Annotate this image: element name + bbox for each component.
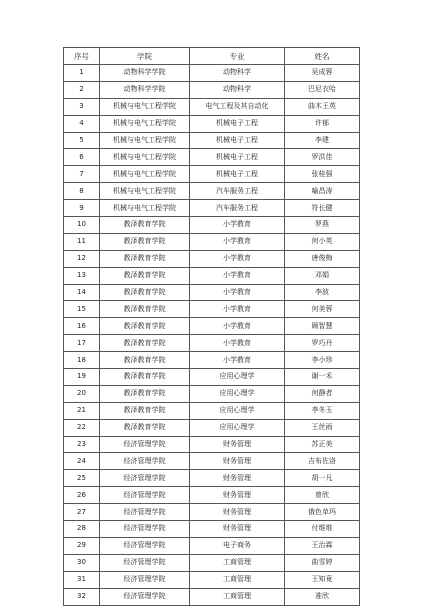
cell-major: 工商管理 bbox=[190, 571, 285, 588]
cell-college: 经济管理学院 bbox=[100, 436, 190, 453]
cell-major: 小学教育 bbox=[190, 250, 285, 267]
cell-index: 3 bbox=[64, 98, 100, 115]
table-row bbox=[64, 521, 360, 538]
cell-name: 俄色单玛 bbox=[285, 504, 360, 521]
cell-index: 17 bbox=[64, 335, 100, 352]
table-row bbox=[64, 166, 360, 183]
cell-college: 经济管理学院 bbox=[100, 571, 190, 588]
table-header-row bbox=[64, 48, 360, 65]
cell-name: 罗洪佳 bbox=[285, 149, 360, 166]
cell-major: 财务管理 bbox=[190, 436, 285, 453]
cell-name: 王知竟 bbox=[285, 571, 360, 588]
cell-college: 教泽教育学院 bbox=[100, 250, 190, 267]
cell-college: 教泽教育学院 bbox=[100, 301, 190, 318]
cell-major: 小学教育 bbox=[190, 318, 285, 335]
cell-index: 11 bbox=[64, 233, 100, 250]
cell-name: 谢一禾 bbox=[285, 369, 360, 386]
table-row bbox=[64, 335, 360, 352]
cell-major: 电气工程及其自动化 bbox=[190, 98, 285, 115]
cell-college: 教泽教育学院 bbox=[100, 233, 190, 250]
cell-college: 教泽教育学院 bbox=[100, 419, 190, 436]
cell-name: 准欣 bbox=[285, 588, 360, 605]
cell-major: 财务管理 bbox=[190, 453, 285, 470]
cell-name: 何静者 bbox=[285, 385, 360, 402]
cell-name: 吴成蓉 bbox=[285, 65, 360, 82]
cell-major: 小学教育 bbox=[190, 217, 285, 234]
table-row bbox=[64, 267, 360, 284]
cell-index: 19 bbox=[64, 369, 100, 386]
table-row bbox=[64, 98, 360, 115]
cell-index: 6 bbox=[64, 149, 100, 166]
cell-major: 小学教育 bbox=[190, 301, 285, 318]
cell-name: 付维维 bbox=[285, 521, 360, 538]
cell-major: 汽车服务工程 bbox=[190, 183, 285, 200]
cell-college: 教泽教育学院 bbox=[100, 284, 190, 301]
table-row bbox=[64, 436, 360, 453]
cell-index: 16 bbox=[64, 318, 100, 335]
table-row bbox=[64, 402, 360, 419]
table-row bbox=[64, 284, 360, 301]
cell-college: 经济管理学院 bbox=[100, 487, 190, 504]
cell-name: 王治霖 bbox=[285, 537, 360, 554]
cell-major: 应用心理学 bbox=[190, 402, 285, 419]
cell-college: 教泽教育学院 bbox=[100, 402, 190, 419]
cell-major: 机械电子工程 bbox=[190, 132, 285, 149]
cell-name: 李建 bbox=[285, 132, 360, 149]
cell-index: 18 bbox=[64, 352, 100, 369]
cell-index: 14 bbox=[64, 284, 100, 301]
table-row bbox=[64, 217, 360, 234]
header-index: 序号 bbox=[64, 48, 100, 65]
cell-major: 电子商务 bbox=[190, 537, 285, 554]
cell-name: 符长健 bbox=[285, 200, 360, 217]
table-row bbox=[64, 554, 360, 571]
cell-index: 24 bbox=[64, 453, 100, 470]
cell-college: 动物科学学院 bbox=[100, 65, 190, 82]
cell-major: 小学教育 bbox=[190, 335, 285, 352]
table-row bbox=[64, 419, 360, 436]
cell-major: 动物科学 bbox=[190, 81, 285, 98]
cell-college: 动物科学学院 bbox=[100, 81, 190, 98]
cell-college: 机械与电气工程学院 bbox=[100, 183, 190, 200]
cell-major: 财务管理 bbox=[190, 470, 285, 487]
cell-name: 喻昌涛 bbox=[285, 183, 360, 200]
cell-name: 何小英 bbox=[285, 233, 360, 250]
cell-college: 教泽教育学院 bbox=[100, 385, 190, 402]
cell-college: 经济管理学院 bbox=[100, 554, 190, 571]
cell-index: 8 bbox=[64, 183, 100, 200]
cell-major: 财务管理 bbox=[190, 487, 285, 504]
cell-index: 5 bbox=[64, 132, 100, 149]
table-row bbox=[64, 301, 360, 318]
cell-index: 4 bbox=[64, 115, 100, 132]
cell-name: 何美蓉 bbox=[285, 301, 360, 318]
cell-college: 经济管理学院 bbox=[100, 504, 190, 521]
cell-name: 曲木王英 bbox=[285, 98, 360, 115]
cell-index: 9 bbox=[64, 200, 100, 217]
cell-name: 邓娟 bbox=[285, 267, 360, 284]
cell-college: 经济管理学院 bbox=[100, 470, 190, 487]
cell-name: 李冬玉 bbox=[285, 402, 360, 419]
cell-college: 经济管理学院 bbox=[100, 537, 190, 554]
cell-index: 25 bbox=[64, 470, 100, 487]
cell-college: 机械与电气工程学院 bbox=[100, 149, 190, 166]
cell-major: 小学教育 bbox=[190, 352, 285, 369]
cell-name: 许郁 bbox=[285, 115, 360, 132]
cell-name: 王丝雨 bbox=[285, 419, 360, 436]
table-row bbox=[64, 318, 360, 335]
table-row bbox=[64, 200, 360, 217]
cell-major: 应用心理学 bbox=[190, 385, 285, 402]
cell-college: 机械与电气工程学院 bbox=[100, 166, 190, 183]
cell-name: 李小珍 bbox=[285, 352, 360, 369]
cell-major: 工商管理 bbox=[190, 554, 285, 571]
cell-college: 机械与电气工程学院 bbox=[100, 115, 190, 132]
table-row bbox=[64, 233, 360, 250]
cell-index: 27 bbox=[64, 504, 100, 521]
cell-index: 1 bbox=[64, 65, 100, 82]
cell-index: 29 bbox=[64, 537, 100, 554]
table-row bbox=[64, 183, 360, 200]
cell-name: 顾智慧 bbox=[285, 318, 360, 335]
cell-index: 10 bbox=[64, 217, 100, 234]
cell-index: 7 bbox=[64, 166, 100, 183]
cell-index: 22 bbox=[64, 419, 100, 436]
header-name: 姓名 bbox=[285, 48, 360, 65]
student-roster-table bbox=[63, 47, 360, 606]
table-row bbox=[64, 115, 360, 132]
table-row bbox=[64, 250, 360, 267]
table-row bbox=[64, 81, 360, 98]
cell-college: 教泽教育学院 bbox=[100, 352, 190, 369]
header-major: 专业 bbox=[190, 48, 285, 65]
table-row bbox=[64, 588, 360, 605]
cell-index: 23 bbox=[64, 436, 100, 453]
cell-index: 28 bbox=[64, 521, 100, 538]
cell-name: 张桂强 bbox=[285, 166, 360, 183]
cell-major: 应用心理学 bbox=[190, 419, 285, 436]
cell-name: 唐俊梅 bbox=[285, 250, 360, 267]
cell-index: 12 bbox=[64, 250, 100, 267]
cell-name: 巴尼衣哈 bbox=[285, 81, 360, 98]
table-row bbox=[64, 504, 360, 521]
cell-name: 胡一凡 bbox=[285, 470, 360, 487]
cell-major: 小学教育 bbox=[190, 284, 285, 301]
cell-major: 小学教育 bbox=[190, 233, 285, 250]
cell-name: 曲雪婷 bbox=[285, 554, 360, 571]
cell-index: 31 bbox=[64, 571, 100, 588]
cell-college: 经济管理学院 bbox=[100, 588, 190, 605]
cell-name: 李波 bbox=[285, 284, 360, 301]
cell-index: 2 bbox=[64, 81, 100, 98]
table-row bbox=[64, 369, 360, 386]
table-row bbox=[64, 537, 360, 554]
cell-college: 教泽教育学院 bbox=[100, 335, 190, 352]
table-row bbox=[64, 385, 360, 402]
cell-college: 机械与电气工程学院 bbox=[100, 132, 190, 149]
cell-college: 教泽教育学院 bbox=[100, 369, 190, 386]
cell-name: 罗燕 bbox=[285, 217, 360, 234]
cell-name: 吉布佐洛 bbox=[285, 453, 360, 470]
cell-major: 动物科学 bbox=[190, 65, 285, 82]
table-row bbox=[64, 487, 360, 504]
cell-college: 教泽教育学院 bbox=[100, 267, 190, 284]
cell-major: 工商管理 bbox=[190, 588, 285, 605]
cell-index: 15 bbox=[64, 301, 100, 318]
cell-major: 机械电子工程 bbox=[190, 115, 285, 132]
cell-college: 经济管理学院 bbox=[100, 453, 190, 470]
table-row bbox=[64, 352, 360, 369]
cell-major: 财务管理 bbox=[190, 521, 285, 538]
cell-major: 机械电子工程 bbox=[190, 149, 285, 166]
cell-index: 21 bbox=[64, 402, 100, 419]
table-row bbox=[64, 65, 360, 82]
cell-college: 经济管理学院 bbox=[100, 521, 190, 538]
table-body bbox=[64, 65, 360, 606]
table-row bbox=[64, 149, 360, 166]
table-row bbox=[64, 132, 360, 149]
cell-name: 罗巧丹 bbox=[285, 335, 360, 352]
cell-major: 应用心理学 bbox=[190, 369, 285, 386]
cell-major: 小学教育 bbox=[190, 267, 285, 284]
cell-major: 机械电子工程 bbox=[190, 166, 285, 183]
table-row bbox=[64, 470, 360, 487]
cell-index: 30 bbox=[64, 554, 100, 571]
cell-index: 26 bbox=[64, 487, 100, 504]
cell-index: 13 bbox=[64, 267, 100, 284]
cell-college: 机械与电气工程学院 bbox=[100, 98, 190, 115]
cell-major: 财务管理 bbox=[190, 504, 285, 521]
cell-index: 20 bbox=[64, 385, 100, 402]
header-college: 学院 bbox=[100, 48, 190, 65]
cell-major: 汽车服务工程 bbox=[190, 200, 285, 217]
cell-name: 曾欣 bbox=[285, 487, 360, 504]
cell-college: 机械与电气工程学院 bbox=[100, 200, 190, 217]
cell-college: 教泽教育学院 bbox=[100, 217, 190, 234]
cell-college: 教泽教育学院 bbox=[100, 318, 190, 335]
table-row bbox=[64, 453, 360, 470]
cell-index: 32 bbox=[64, 588, 100, 605]
cell-name: 苏正美 bbox=[285, 436, 360, 453]
table-row bbox=[64, 571, 360, 588]
